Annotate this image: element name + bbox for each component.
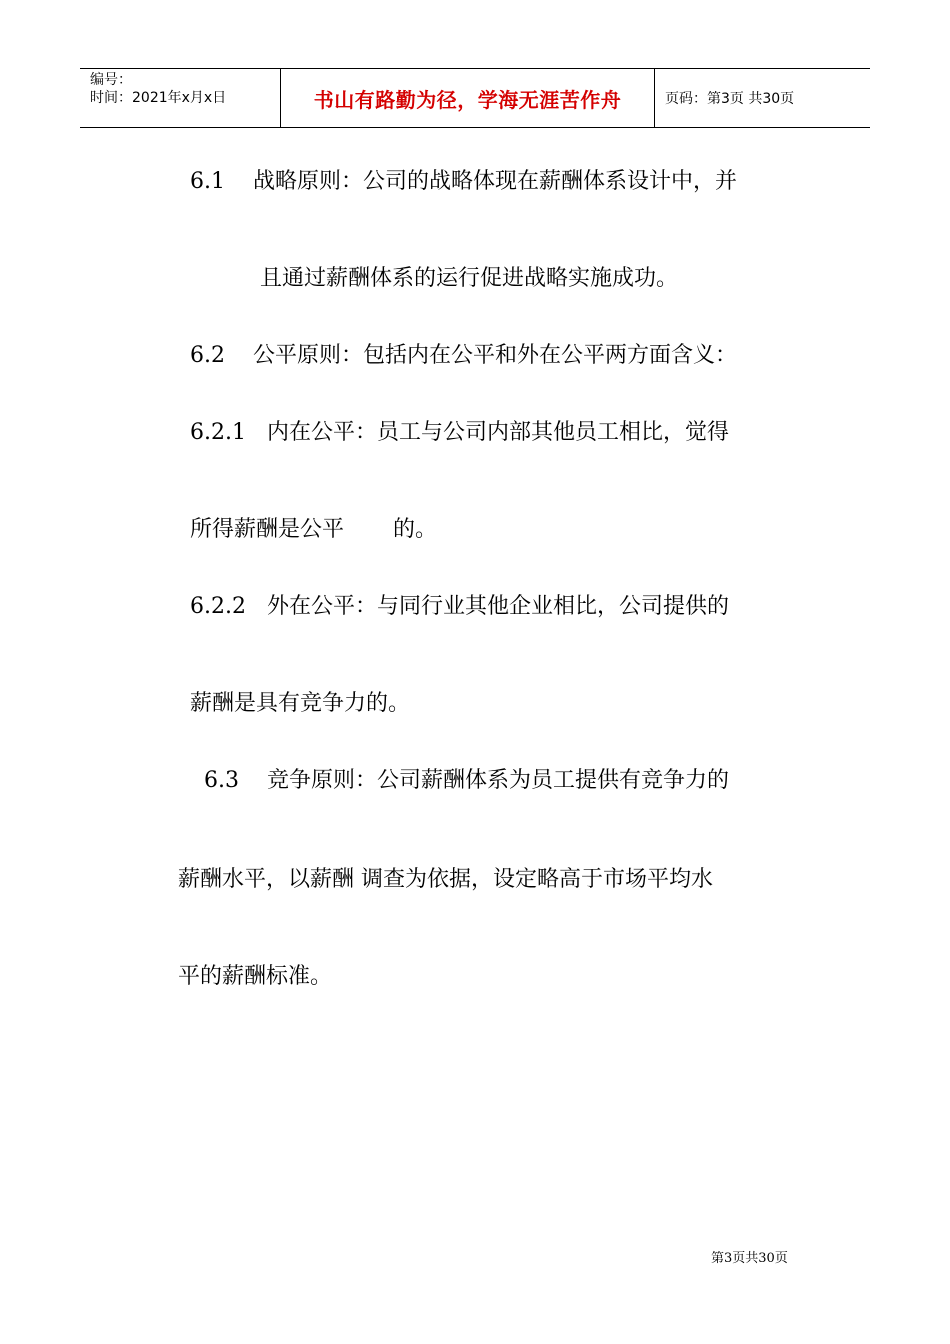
body-line-6-2-2-cont: 薪酬是具有竞争力的。 bbox=[190, 691, 411, 716]
body-line-6-1-cont: 且通过薪酬体系的运行促进战略实施成功。 bbox=[260, 266, 679, 291]
header-page-label: 页码：第3页 共30页 bbox=[665, 91, 795, 107]
page-header bbox=[80, 68, 870, 128]
body-line-6-2-1: 6.2.1 内在公平：员工与公司内部其他员工相比，觉得 bbox=[190, 420, 729, 445]
body-line-6-1: 6.1 战略原则：公司的战略体现在薪酬体系设计中，并 bbox=[190, 169, 737, 194]
header-meta bbox=[80, 69, 281, 127]
body-line-6-3-cont1: 薪酬水平，以薪酬 调查为依据，设定略高于市场平均水 bbox=[178, 867, 713, 892]
number-label: 编号： bbox=[90, 72, 132, 88]
body-line-6-3: 6.3 竞争原则：公司薪酬体系为员工提供有竞争力的 bbox=[204, 768, 729, 793]
body-line-6-2: 6.2 公平原则：包括内在公平和外在公平两方面含义： bbox=[190, 343, 737, 368]
body-line-6-2-1-cont: 所得薪酬是公平 的。 bbox=[190, 517, 437, 542]
page-footer: 第3页共30页 bbox=[711, 1251, 788, 1266]
body-line-6-2-2: 6.2.2 外在公平：与同行业其他企业相比，公司提供的 bbox=[190, 594, 729, 619]
body-line-6-3-cont2: 平的薪酬标准。 bbox=[178, 964, 333, 989]
time-label: 时间：2021年x月x日 bbox=[90, 90, 227, 106]
header-slogan: 书山有路勤为径，学海无涯苦作舟 bbox=[281, 69, 655, 127]
